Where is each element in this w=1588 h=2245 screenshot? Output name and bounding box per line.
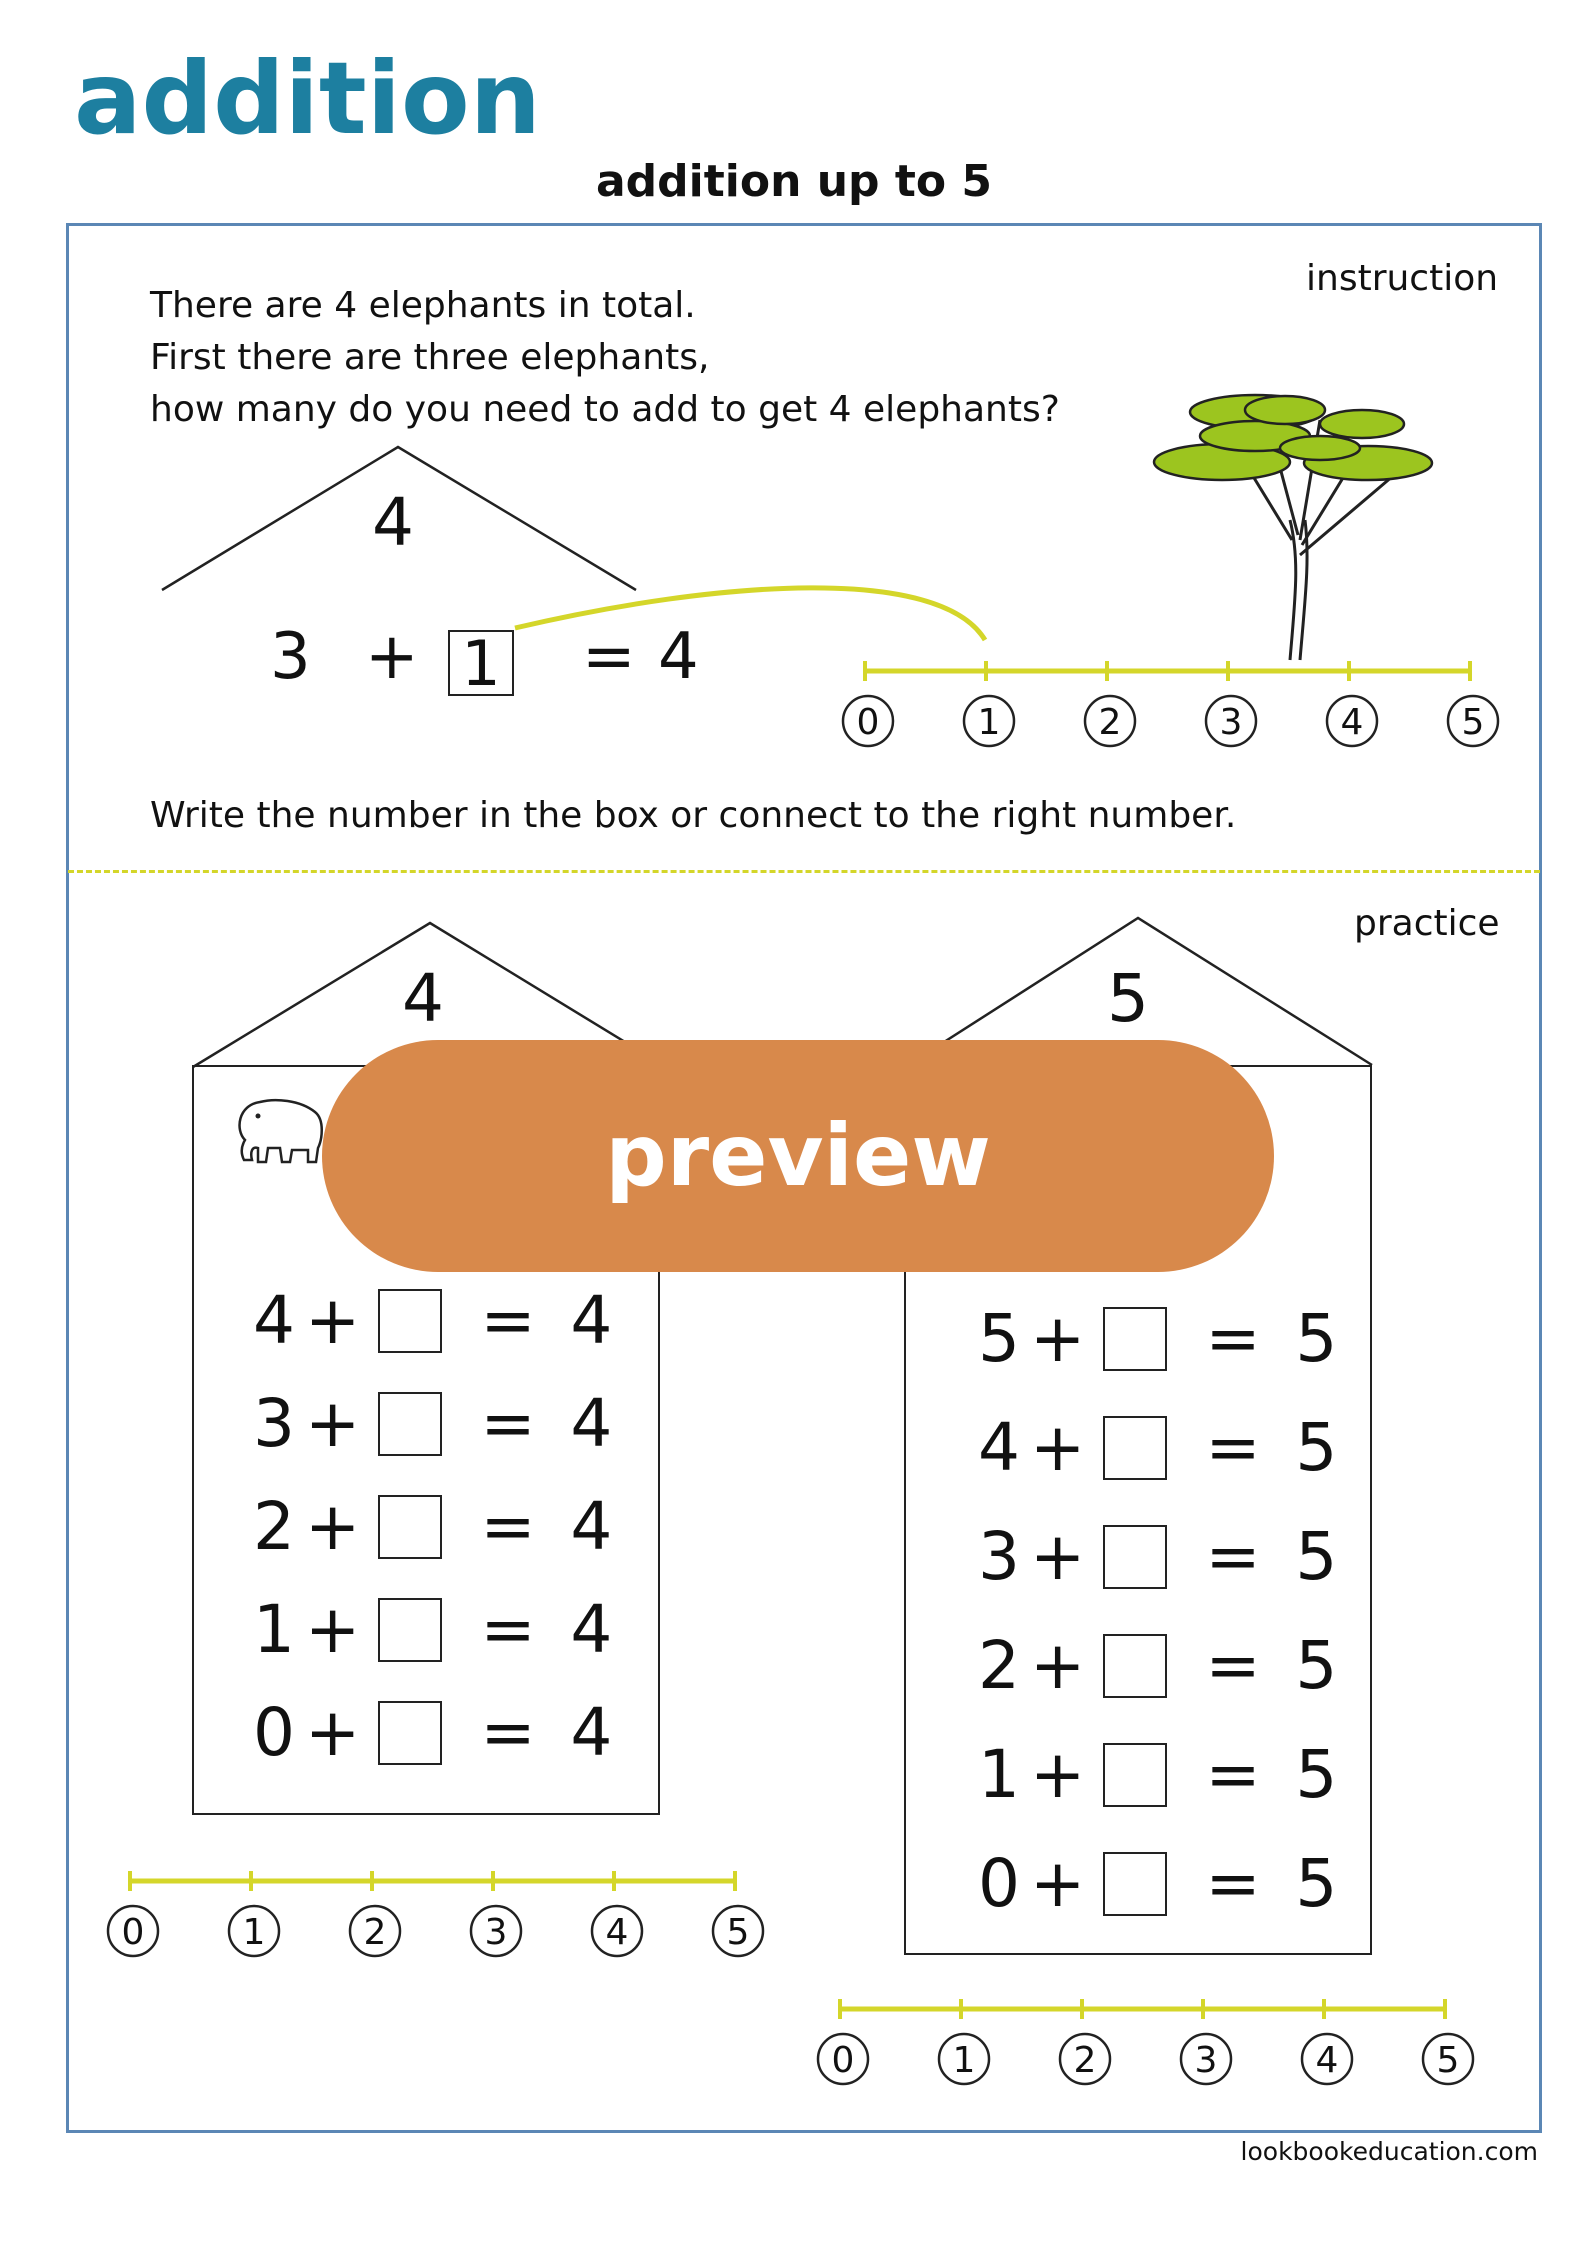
addend: 4	[253, 1282, 295, 1359]
result: 5	[1295, 1736, 1338, 1813]
plus-sign: +	[1030, 1518, 1086, 1595]
number-label: 3	[1194, 2040, 1218, 2081]
answer-box[interactable]	[378, 1598, 442, 1662]
example-first-addend: 3	[270, 620, 311, 694]
answer-box[interactable]	[1103, 1307, 1167, 1371]
house-right-total: 5	[1107, 960, 1149, 1037]
instruction-line-2: First there are three elephants,	[150, 337, 710, 378]
house-left-equation-row	[253, 1282, 612, 1359]
house-left-equation-row	[253, 1591, 612, 1668]
equals-sign: =	[1205, 1518, 1261, 1595]
answer-box[interactable]	[378, 1495, 442, 1559]
answer-box[interactable]	[1103, 1525, 1167, 1589]
example-answer-box[interactable]: 1	[448, 630, 514, 696]
plus-sign: +	[1030, 1736, 1086, 1813]
plus-sign: +	[1030, 1409, 1086, 1486]
example-result: 4	[658, 620, 699, 694]
result: 5	[1295, 1845, 1338, 1922]
answer-box[interactable]	[1103, 1852, 1167, 1916]
instruction-label: instruction	[1306, 258, 1499, 299]
result: 4	[570, 1591, 613, 1668]
number-label: 0	[856, 702, 880, 743]
plus-sign: +	[305, 1385, 361, 1462]
plus-sign: +	[1030, 1627, 1086, 1704]
addend: 1	[978, 1736, 1020, 1813]
answer-box[interactable]	[1103, 1743, 1167, 1807]
instruction-line-1: There are 4 elephants in total.	[150, 285, 696, 326]
house-left-total: 4	[402, 960, 444, 1037]
house-right-equation-row	[978, 1409, 1337, 1486]
number-label: 3	[1219, 702, 1243, 743]
number-label: 1	[242, 1912, 266, 1953]
elephant-icon	[230, 1090, 330, 1170]
number-label: 3	[484, 1912, 508, 1953]
equals-sign: =	[1205, 1409, 1261, 1486]
result: 5	[1295, 1300, 1338, 1377]
result: 5	[1295, 1518, 1338, 1595]
number-label: 2	[363, 1912, 387, 1953]
number-label: 1	[952, 2040, 976, 2081]
result: 5	[1295, 1409, 1338, 1486]
house-roofs	[0, 0, 1588, 1100]
practice-label: practice	[1354, 903, 1500, 944]
number-label: 5	[1461, 702, 1485, 743]
house-right-equation-row	[978, 1736, 1337, 1813]
equals-sign: =	[480, 1694, 536, 1771]
addend: 0	[978, 1845, 1020, 1922]
number-line-right	[818, 1999, 1473, 2084]
house-left-equation-row	[253, 1694, 612, 1771]
answer-box[interactable]	[378, 1289, 442, 1353]
page-subtitle: addition up to 5	[595, 156, 993, 207]
example-equals: =	[582, 620, 636, 694]
number-label: 0	[121, 1912, 145, 1953]
result: 4	[570, 1488, 613, 1565]
preview-banner: preview	[322, 1040, 1274, 1272]
addend: 0	[253, 1694, 295, 1771]
answer-box[interactable]	[378, 1701, 442, 1765]
addend: 5	[978, 1300, 1020, 1377]
equals-sign: =	[1205, 1627, 1261, 1704]
number-label: 2	[1073, 2040, 1097, 2081]
equals-sign: =	[480, 1282, 536, 1359]
number-label: 1	[977, 702, 1001, 743]
number-label: 4	[1315, 2040, 1339, 2081]
instruction-line-3: how many do you need to add to get 4 elephants?	[150, 389, 1060, 430]
house-right-equation-row	[978, 1300, 1337, 1377]
addend: 1	[253, 1591, 295, 1668]
addend: 3	[253, 1385, 295, 1462]
plus-sign: +	[305, 1282, 361, 1359]
addend: 2	[253, 1488, 295, 1565]
house-right-equation-row	[978, 1518, 1337, 1595]
result: 4	[570, 1282, 613, 1359]
result: 4	[570, 1385, 613, 1462]
addend: 3	[978, 1518, 1020, 1595]
number-line-left	[108, 1871, 763, 1956]
equals-sign: =	[1205, 1300, 1261, 1377]
equals-sign: =	[480, 1488, 536, 1565]
result: 4	[570, 1694, 613, 1771]
number-label: 2	[1098, 702, 1122, 743]
example-plus: +	[365, 620, 419, 694]
answer-box[interactable]	[378, 1392, 442, 1456]
addend: 4	[978, 1409, 1020, 1486]
house-right-equation-row	[978, 1627, 1337, 1704]
house-left-equation-row	[253, 1488, 612, 1565]
plus-sign: +	[305, 1591, 361, 1668]
equals-sign: =	[1205, 1845, 1261, 1922]
plus-sign: +	[1030, 1300, 1086, 1377]
addend: 2	[978, 1627, 1020, 1704]
equals-sign: =	[480, 1385, 536, 1462]
example-total: 4	[372, 484, 414, 561]
plus-sign: +	[305, 1488, 361, 1565]
plus-sign: +	[305, 1694, 361, 1771]
answer-box[interactable]	[1103, 1416, 1167, 1480]
number-label: 5	[726, 1912, 750, 1953]
result: 5	[1295, 1627, 1338, 1704]
number-label: 0	[831, 2040, 855, 2081]
house-left-equation-row	[253, 1385, 612, 1462]
equals-sign: =	[1205, 1736, 1261, 1813]
equals-sign: =	[480, 1591, 536, 1668]
number-label: 4	[605, 1912, 629, 1953]
footer-site: lookbookeducation.com	[1240, 2137, 1538, 2166]
number-label: 4	[1340, 702, 1364, 743]
house-right-equation-row	[978, 1845, 1337, 1922]
number-label: 5	[1436, 2040, 1460, 2081]
task-instruction: Write the number in the box or connect to the right number.	[150, 795, 1237, 836]
page-title: addition	[74, 40, 541, 157]
answer-box[interactable]	[1103, 1634, 1167, 1698]
plus-sign: +	[1030, 1845, 1086, 1922]
